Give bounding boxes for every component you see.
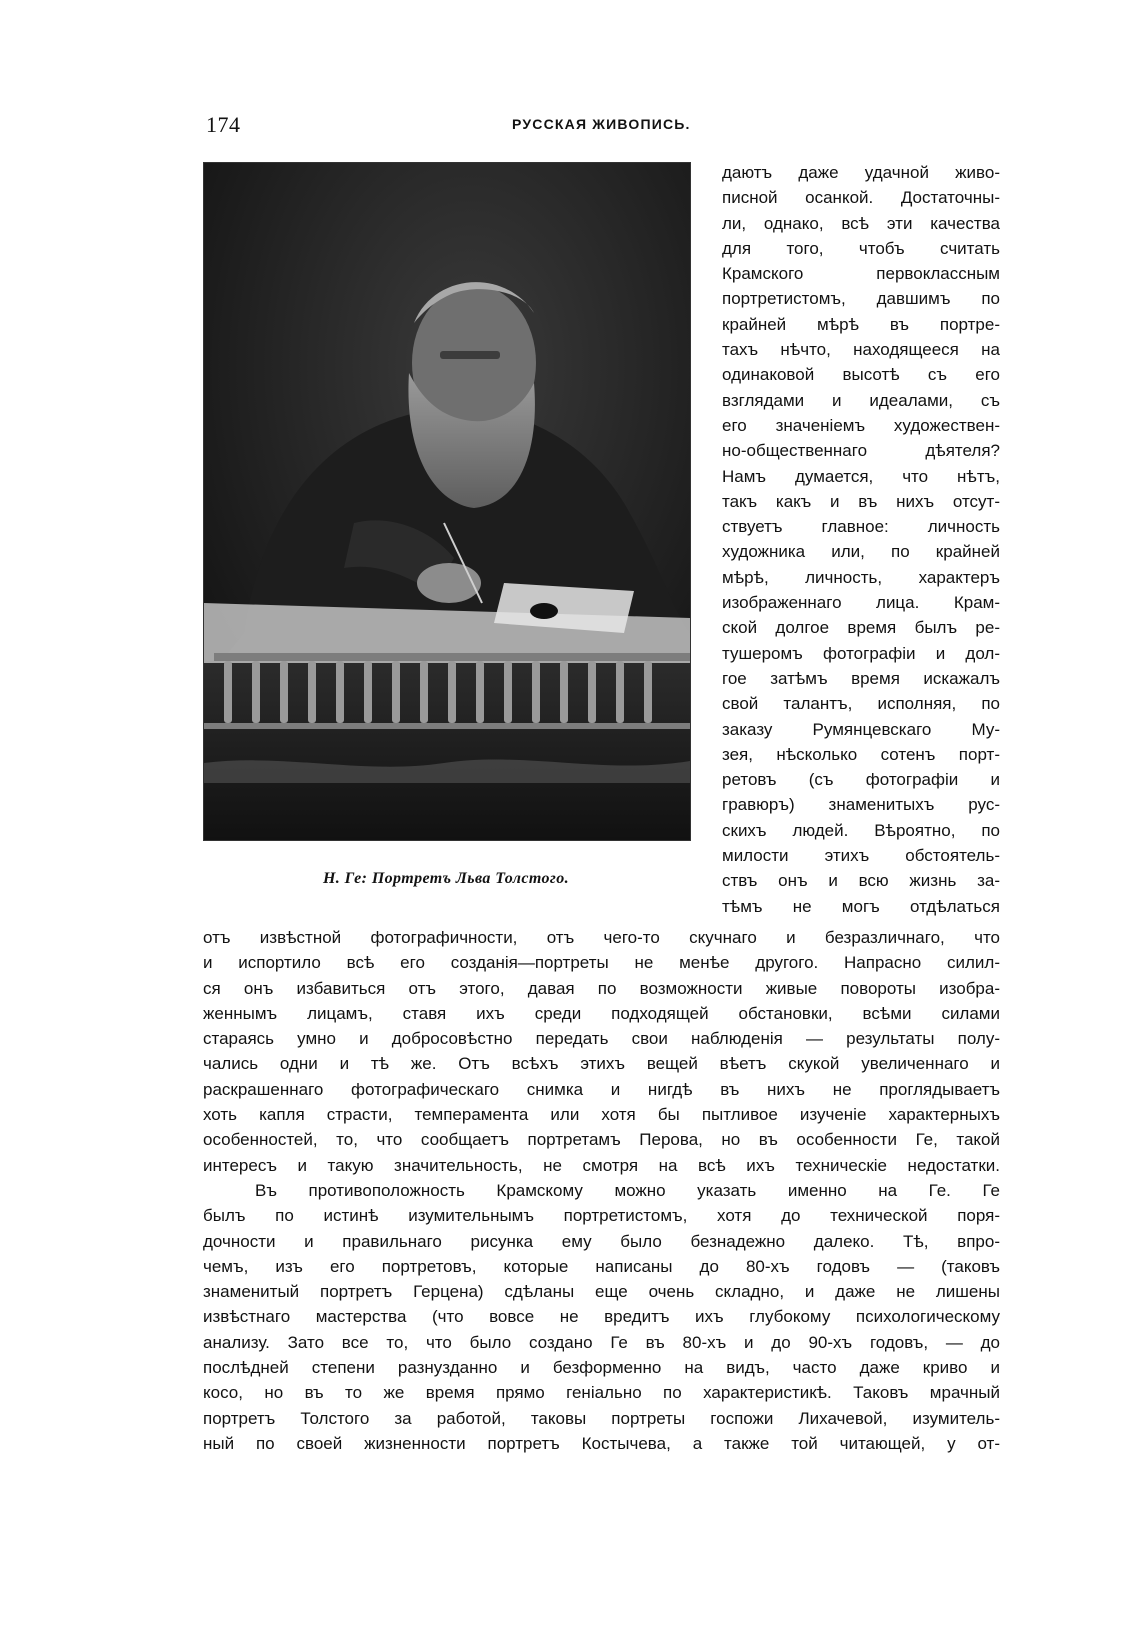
page-number: 174 — [206, 112, 241, 137]
text-line: женнымъ лицамъ, ставя ихъ среди подходящей обстановки, всѣми силами — [203, 1003, 1000, 1023]
text-line: ствуетъ главное: личность — [722, 517, 1000, 537]
text-line: ся онъ избавиться отъ этого, давая по возможности живые повороты изобра- — [203, 978, 1000, 998]
text-line: чемъ, изъ его портретовъ, которые написаны до 80-хъ годовъ — (таковъ — [203, 1256, 1000, 1276]
text-line: Крамского первоклассным — [722, 264, 1000, 284]
text-line: писной осанкой. Достаточны- — [722, 188, 1000, 208]
text-line: интересъ и такую значительность, не смотря на всѣ ихъ техническiе недостатки. — [203, 1155, 1000, 1175]
figure-caption: Н. Ге: Портретъ Льва Толстого. — [322, 870, 570, 887]
text-line: взглядами и идеалами, съ — [722, 390, 1000, 410]
text-line: хоть капля страсти, темперамента или хотя бы пытливое изученiе характерныхъ — [203, 1105, 1000, 1125]
text-line: гравюръ) знаменитыхъ рус- — [722, 795, 1000, 815]
text-line: зея, нѣсколько сотенъ порт- — [722, 744, 1000, 764]
text-line: но-общественнаго дѣятеля? — [722, 441, 1000, 461]
text-line: гое затѣмъ время искажалъ — [722, 668, 1000, 688]
text-line: отъ извѣстной фотографичности, отъ чего-то скучнаго и безразличнаго, что — [203, 928, 1000, 947]
portrait-image — [204, 163, 690, 840]
text-line: его значенiемъ художествен- — [722, 415, 1000, 435]
text-line: тушеромъ фотографiи и дол- — [722, 643, 1000, 663]
text-line: ли, однако, всѣ эти качества — [722, 213, 1000, 233]
text-line: раскрашеннаго фотографическаго снимка и нигдѣ въ нихъ не проглядываетъ — [203, 1079, 1000, 1099]
text-line: послѣдней степени разнузданно и безформенно на видъ, часто даже криво и — [203, 1358, 1000, 1378]
text-line: крайней мѣрѣ въ портре- — [722, 314, 1000, 334]
text-line: ный по своей жизненности портретъ Костычева, а также той читающей, у от- — [203, 1433, 1000, 1453]
text-line: милости этихъ обстоятель- — [722, 846, 1000, 866]
text-line: свой талантъ, исполняя, по — [722, 694, 1000, 714]
text-line: косо, но въ то же время прямо генiально по характеристикѣ. Таковъ мрачный — [203, 1383, 1000, 1403]
running-head: РУССКАЯ ЖИВОПИСЬ. — [512, 116, 691, 132]
text-line: портретъ Толстого за работой, таковы портреты госпожи Лихачевой, изумитель- — [203, 1408, 1000, 1428]
side-text-column — [722, 160, 1000, 919]
full-text-column — [203, 925, 1000, 1456]
text-line: даютъ даже удачной живо- — [722, 163, 1000, 182]
text-line: изображеннаго лица. Крам- — [722, 593, 1000, 613]
text-line: ретовъ (съ фотографiи и — [722, 770, 1000, 790]
text-line: чались одни и тѣ же. Отъ всѣхъ этихъ вещей вѣетъ скукой увеличеннаго и — [203, 1054, 1000, 1074]
text-line: анализу. Зато все то, что было создано Ге въ 80-хъ и до 90-хъ годовъ, — до — [203, 1332, 1000, 1352]
text-line: Намъ думается, что нѣтъ, — [722, 466, 1000, 486]
text-line: былъ по истинѣ изумительнымъ портретистомъ, хотя до технической поря- — [203, 1206, 1000, 1226]
text-line: для того, чтобъ считать — [722, 238, 1000, 258]
text-line: и испортило всѣ его созданiя—портреты не менѣе другого. Напрасно силил- — [203, 953, 1000, 973]
text-line: ской долгое время былъ ре- — [722, 618, 1000, 638]
text-line: тѣмъ не могъ отдѣлаться — [722, 896, 1000, 916]
text-line: одинаковой высотѣ съ его — [722, 365, 1000, 385]
text-line: мѣрѣ, личность, характеръ — [722, 567, 1000, 587]
text-line: особенностей, то, что сообщаетъ портретамъ Перова, но въ особенности Ге, такой — [203, 1130, 1000, 1150]
text-line: скихъ людей. Вѣроятно, по — [722, 820, 1000, 840]
text-line: тахъ нѣчто, находящееся на — [722, 340, 1000, 360]
text-line: художника или, по крайней — [722, 542, 1000, 562]
text-line: стараясь умно и добросовѣстно передать свои наблюденiя — результаты полу- — [203, 1029, 1000, 1049]
text-line: портретистомъ, давшимъ по — [722, 289, 1000, 309]
text-line: такъ какъ и въ нихъ отсут- — [722, 491, 1000, 511]
paragraph-first-line: Въ противоположность Крамскому можно указать именно на Ге. Ге — [255, 1180, 1000, 1200]
text-line: заказу Румянцевскаго Му- — [722, 719, 1000, 739]
text-line: знаменитый портретъ Герцена) сдѣланы еще очень складно, и даже не лишены — [203, 1282, 1000, 1302]
text-line: ствъ онъ и всю жизнь за- — [722, 871, 1000, 891]
portrait-plate — [203, 162, 691, 841]
text-line: дочности и правильнаго рисунка ему было безнадежно далеко. Тѣ, впро- — [203, 1231, 1000, 1251]
text-line: извѣстнаго мастерства (что вовсе не вредитъ ихъ глубокому психологическому — [203, 1307, 1000, 1327]
